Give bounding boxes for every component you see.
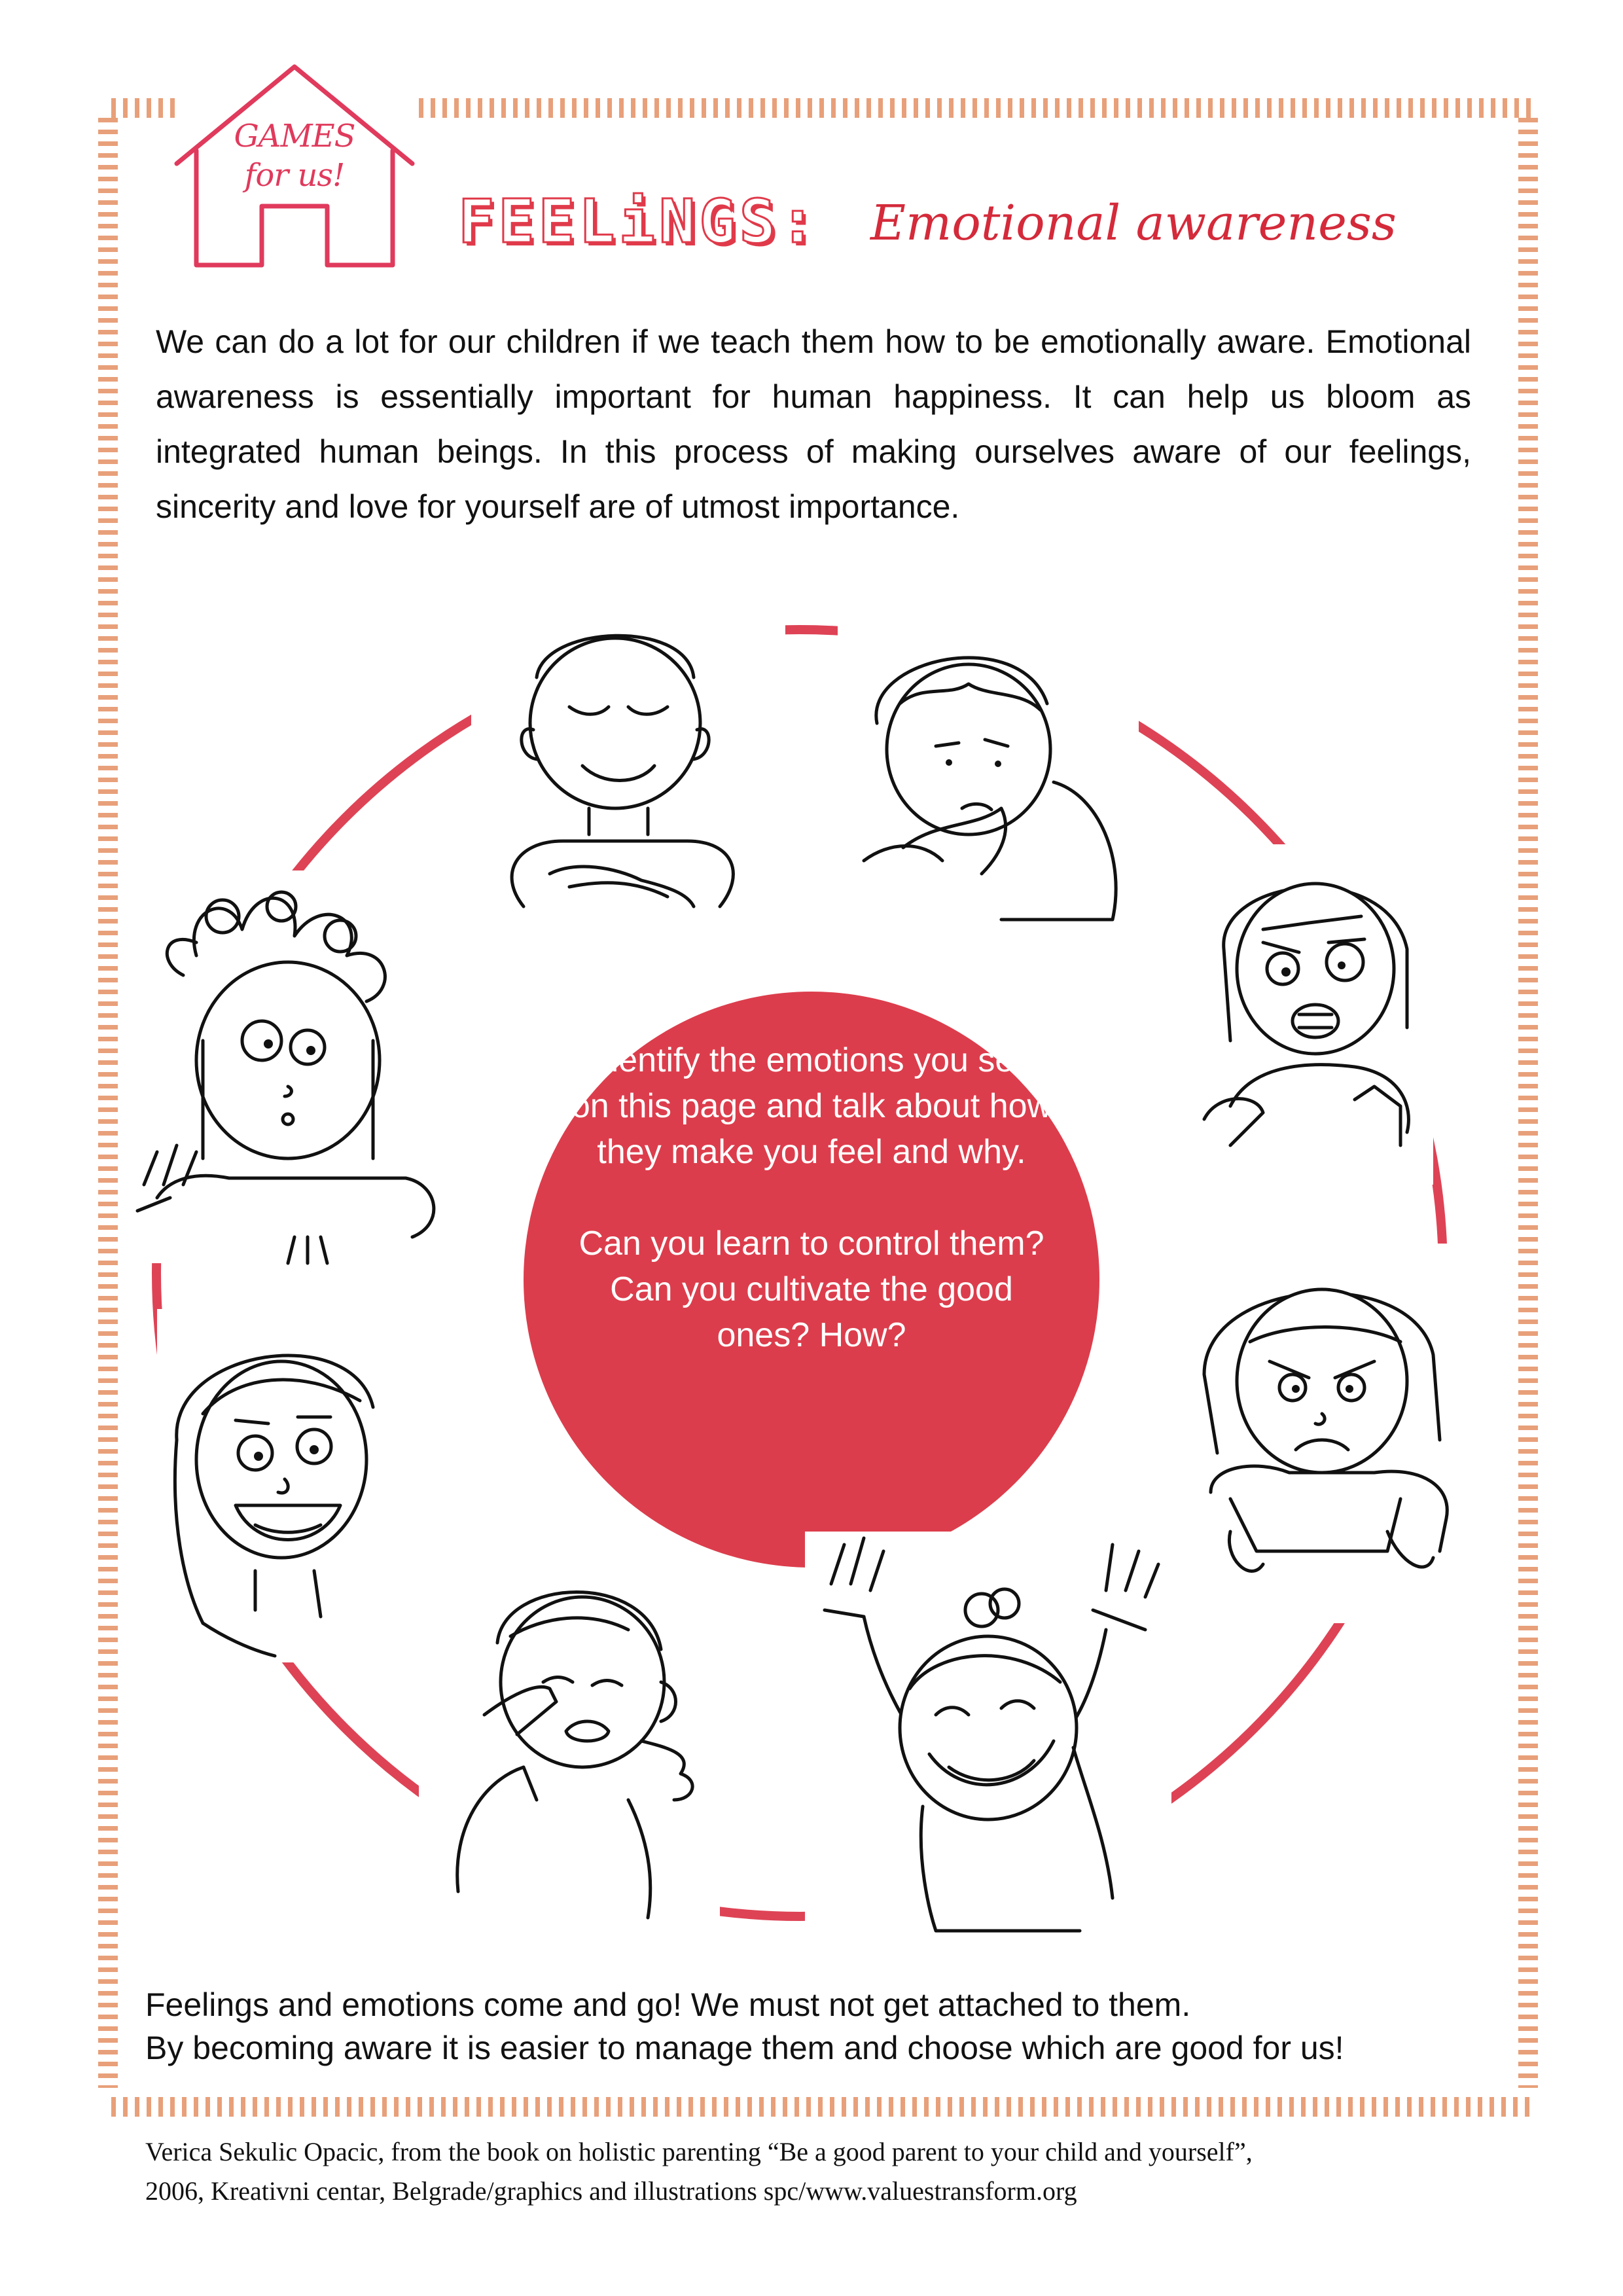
frame-bottom-border bbox=[111, 2097, 1531, 2117]
angry-child-illustration bbox=[1191, 1244, 1466, 1623]
games-for-us-logo bbox=[164, 59, 425, 275]
credit-line-1: Verica Sekulic Opacic, from the book on holistic parenting “Be a good parent to your child and yourself”, bbox=[145, 2137, 1253, 2166]
happy-face-icon bbox=[157, 1309, 419, 1662]
closing-message bbox=[145, 1983, 1520, 2070]
credit-line-2: 2006, Kreativni centar, Belgrade/graphics and illustrations spc/www.valuestransform.org bbox=[145, 2176, 1077, 2206]
logo-text-games: GAMES bbox=[234, 118, 355, 154]
happy-child-illustration bbox=[157, 1309, 419, 1662]
crying-face-icon bbox=[419, 1564, 720, 1918]
page-subtitle: Emotional awareness bbox=[870, 195, 1397, 251]
worried-child-illustration bbox=[838, 612, 1139, 939]
joyful-child-illustration bbox=[805, 1532, 1171, 1937]
angry-face-icon bbox=[1191, 1244, 1466, 1623]
joyful-face-icon bbox=[805, 1532, 1171, 1937]
center-instructions-paragraph-1: Identify the emotions you see on this page and talk about how they make you feel and why. bbox=[571, 1041, 1052, 1171]
frame-right-border bbox=[1518, 118, 1538, 2088]
calm-child-illustration bbox=[471, 599, 785, 926]
surprised-child-illustration bbox=[131, 870, 471, 1263]
crying-child-illustration bbox=[419, 1564, 720, 1918]
center-instructions bbox=[569, 1037, 1054, 1358]
closing-line-2: By becoming aware it is easier to manage them and choose which are good for us! bbox=[145, 2030, 1344, 2066]
center-instructions-paragraph-2: Can you learn to control them? Can you cultivate the good ones? How? bbox=[579, 1225, 1044, 1354]
credit-footer bbox=[145, 2132, 1585, 2211]
calm-face-icon bbox=[471, 599, 785, 926]
frame-top-border bbox=[419, 98, 1531, 118]
worried-face-icon bbox=[838, 612, 1139, 939]
intro-paragraph: We can do a lot for our children if we teach them how to be emotionally aware. Emotional awareness is essentially important for human happiness. It can help us bloom as integrated human beings. In this process of making ourselves aware of our feelings, sincerity and love for yourself are of utmost importance. bbox=[156, 323, 1471, 525]
logo-text-for-us: for us! bbox=[244, 157, 345, 194]
scared-child-illustration bbox=[1191, 844, 1433, 1185]
closing-line-1: Feelings and emotions come and go! We must not get attached to them. bbox=[145, 1986, 1191, 2023]
frame-left-border bbox=[98, 118, 118, 2088]
surprised-face-icon bbox=[131, 870, 471, 1263]
page-title: FEELiNGS: bbox=[458, 187, 820, 257]
scared-face-icon bbox=[1191, 844, 1433, 1185]
